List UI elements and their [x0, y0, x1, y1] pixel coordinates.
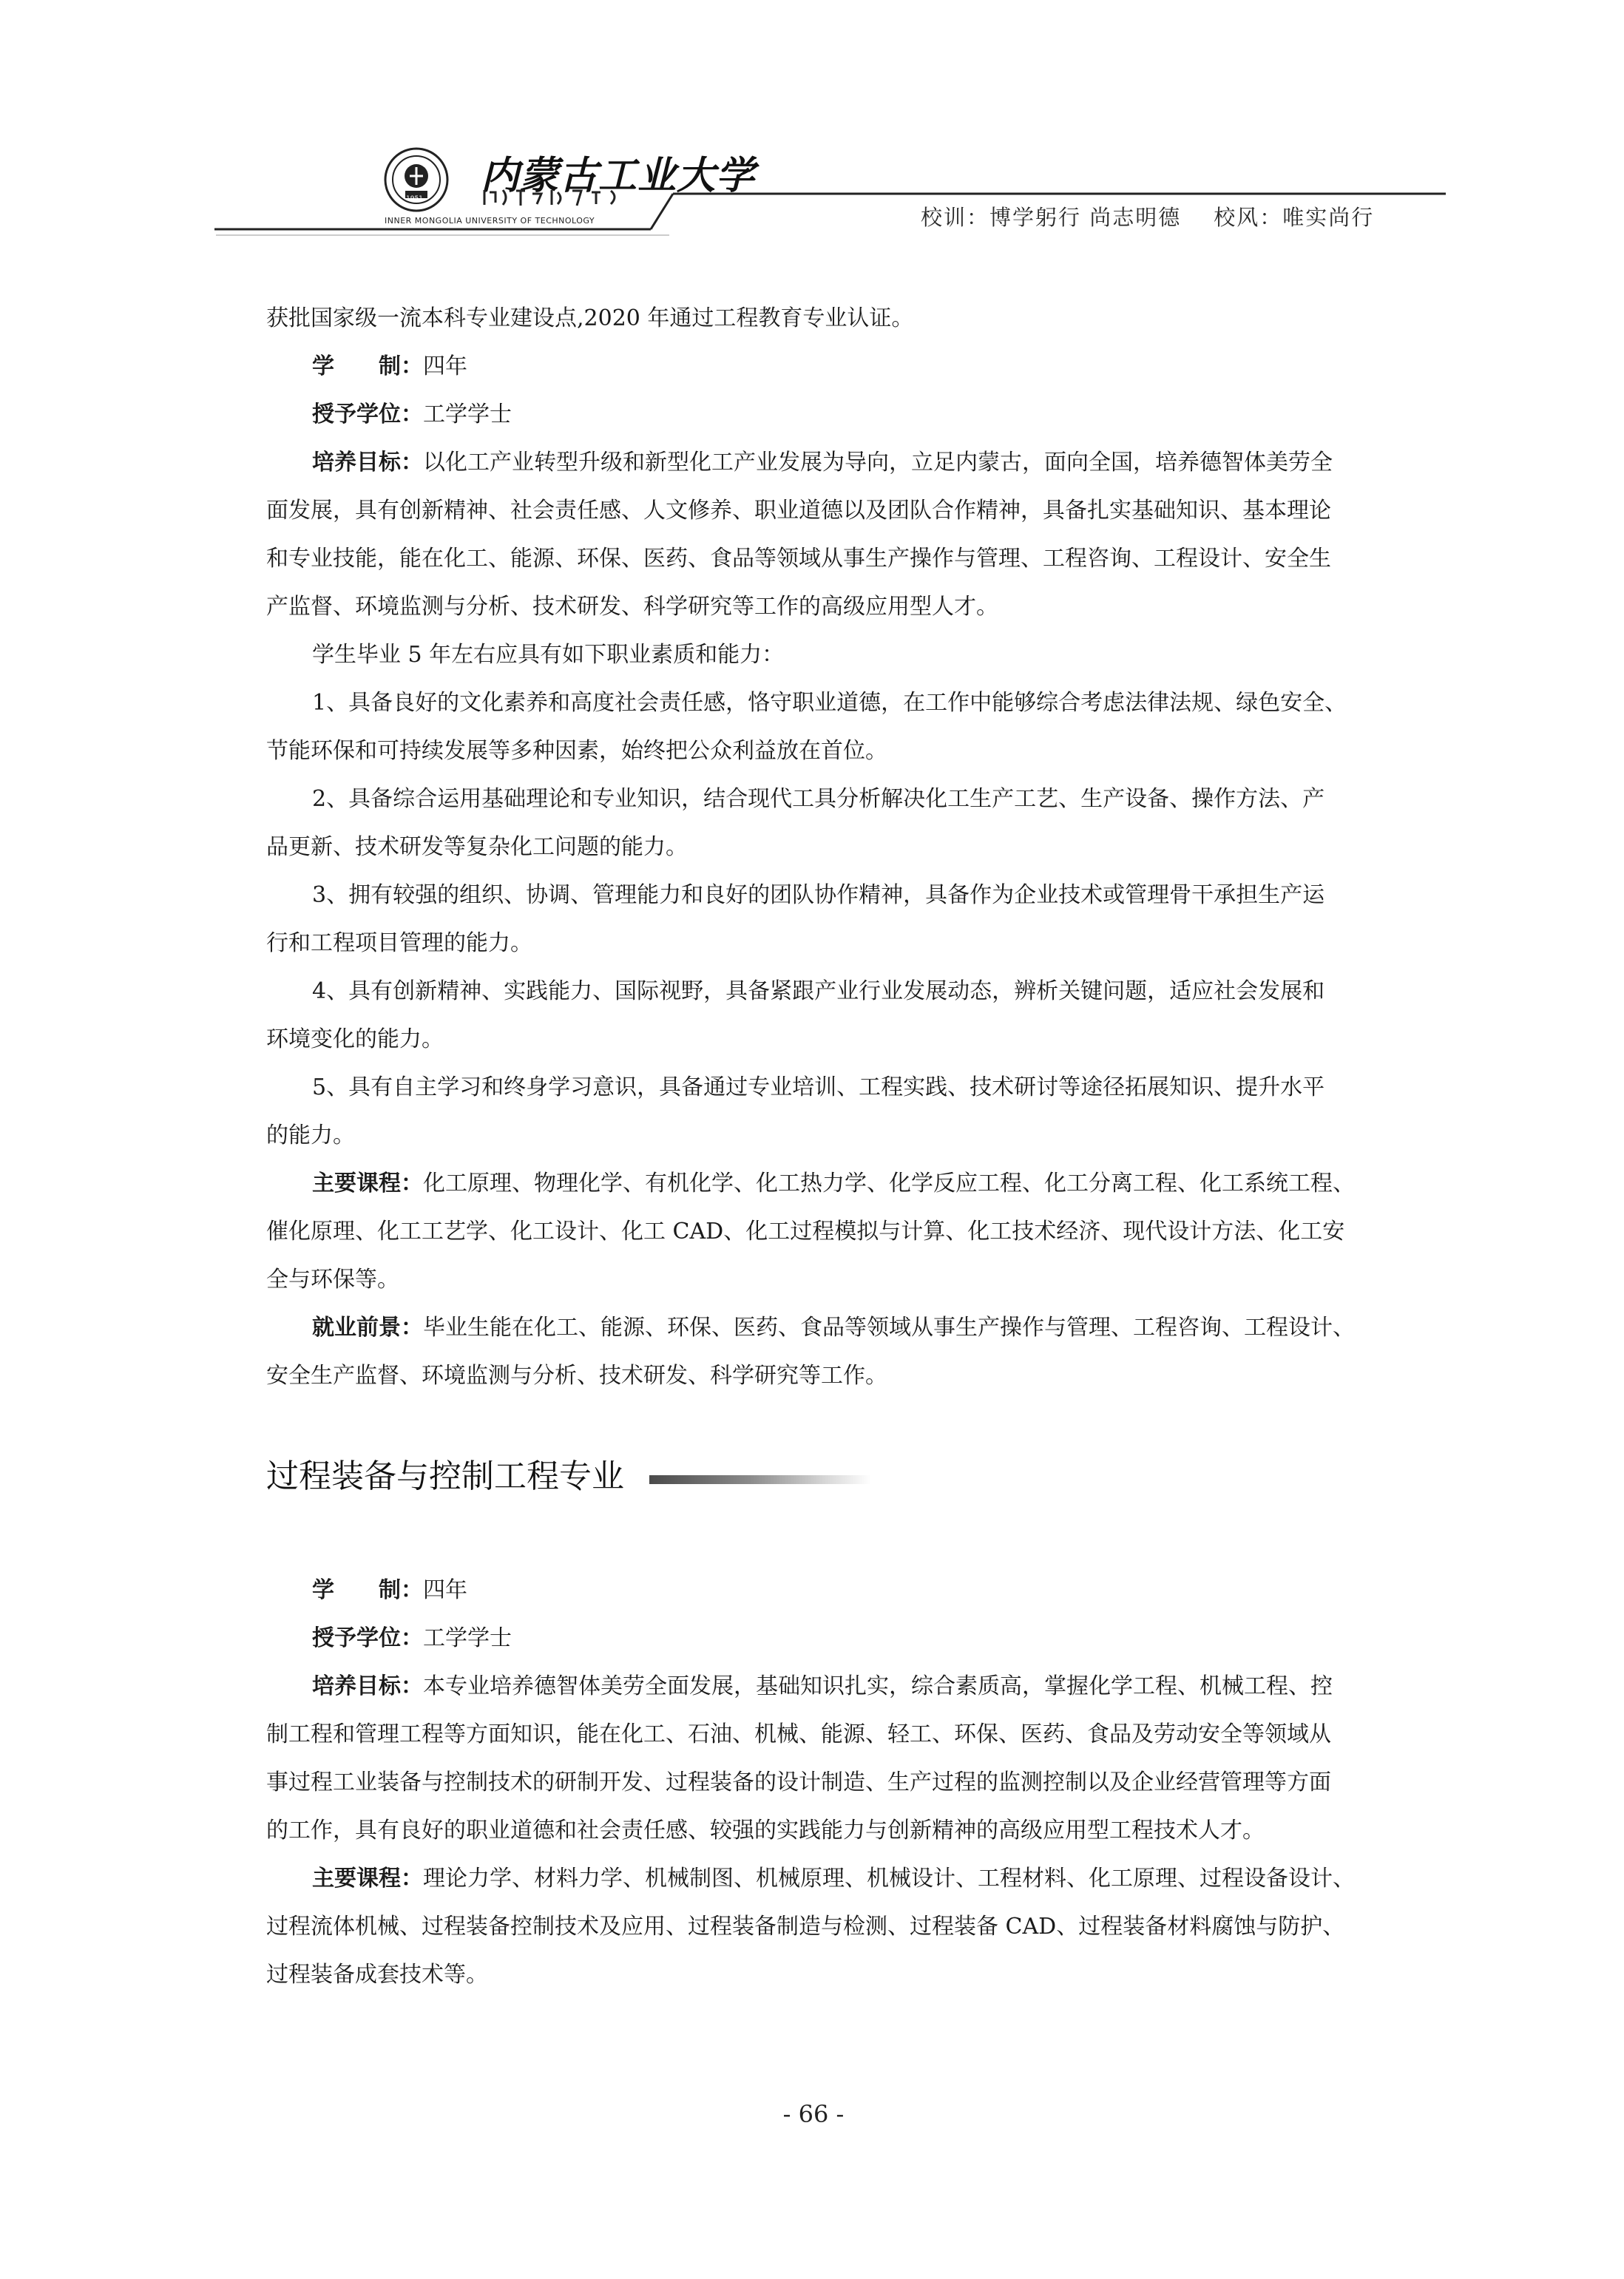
seal-year: 1951 — [406, 195, 423, 203]
duration-label: 学 制： — [312, 1577, 423, 1603]
goal-line: 产监督、环境监测与分析、技术研发、科学研究等工作的高级应用型人才。 — [266, 594, 998, 620]
ability-line: 1、具备良好的文化素养和高度社会责任感，恪守职业道德，在工作中能够综合考虑法律法规、绿色安全、 — [312, 690, 1347, 716]
ability-item — [266, 1063, 1390, 1159]
motto-style: 校风：唯实尚行 — [1214, 205, 1375, 230]
goal-line: 本专业培养德智体美劳全面发展，基础知识扎实，综合素质高，掌握化学工程、机械工程、控 — [423, 1673, 1333, 1699]
section-chemical-engineering — [266, 294, 1390, 1400]
courses-paragraph — [266, 1159, 1390, 1304]
section-title-bar — [649, 1475, 871, 1484]
courses-line: 理论力学、材料力学、机械制图、机械原理、机械设计、工程材料、化工原理、过程设备设计、 — [423, 1866, 1355, 1892]
courses-paragraph — [266, 1855, 1390, 1999]
goal-label: 培养目标： — [312, 1673, 423, 1699]
intro-tail: 获批国家级一流本科专业建设点,2020 年通过工程教育专业认证。 — [266, 305, 914, 331]
courses-label: 主要课程： — [312, 1171, 423, 1196]
degree-row — [266, 390, 1390, 438]
degree-label: 授予学位： — [312, 1625, 423, 1651]
degree-value: 工学学士 — [423, 1625, 512, 1651]
duration-row — [266, 342, 1390, 390]
courses-label: 主要课程： — [312, 1866, 423, 1892]
ability-line: 的能力。 — [266, 1122, 355, 1148]
ability-line: 4、具有创新精神、实践能力、国际视野，具备紧跟产业行业发展动态，辨析关键问题，适应社会发展和 — [312, 978, 1325, 1004]
goal-line: 和专业技能，能在化工、能源、环保、医药、食品等领域从事生产操作与管理、工程咨询、工程设计、安全生 — [266, 546, 1331, 572]
mongolian-script-logo — [481, 186, 629, 209]
ability-line: 品更新、技术研发等复杂化工问题的能力。 — [266, 834, 688, 860]
ability-item — [266, 775, 1390, 871]
degree-value: 工学学士 — [423, 402, 512, 427]
ability-item — [266, 967, 1390, 1063]
header-rule — [0, 0, 1624, 244]
duration-value: 四年 — [423, 1577, 467, 1603]
career-line: 安全生产监督、环境监测与分析、技术研发、科学研究等工作。 — [266, 1363, 887, 1389]
page-number: - 66 - — [782, 2100, 845, 2128]
duration-row — [266, 1566, 1390, 1614]
ability-line: 行和工程项目管理的能力。 — [266, 930, 532, 956]
duration-value: 四年 — [423, 353, 467, 379]
page-header — [0, 0, 1624, 244]
career-label: 就业前景： — [312, 1315, 423, 1341]
career-paragraph — [266, 1304, 1390, 1400]
university-name-cn: 内蒙古工业大学 — [481, 153, 756, 198]
ability-line: 5、具有自主学习和终身学习意识，具备通过专业培训、工程实践、技术研讨等途径拓展知识、提升水平 — [312, 1074, 1325, 1100]
goal-line: 制工程和管理工程等方面知识，能在化工、石油、机械、能源、轻工、环保、医药、食品及劳动安全等领域从 — [266, 1721, 1331, 1747]
section-title: 过程装备与控制工程专业 — [266, 1457, 624, 1495]
goal-label: 培养目标： — [312, 450, 423, 475]
degree-row — [266, 1614, 1390, 1662]
section-process-equipment — [266, 1566, 1390, 1999]
motto-school: 校训：博学躬行 尚志明德 — [921, 205, 1182, 230]
courses-line: 化工原理、物理化学、有机化学、化工热力学、化学反应工程、化工分离工程、化工系统工程、 — [423, 1171, 1355, 1196]
courses-line: 过程流体机械、过程装备控制技术及应用、过程装备制造与检测、过程装备 CAD、过程装备材料腐蚀与防护、 — [266, 1914, 1345, 1940]
graduate-intro: 学生毕业 5 年左右应具有如下职业素质和能力： — [312, 642, 785, 668]
ability-line: 环境变化的能力。 — [266, 1026, 444, 1052]
courses-line: 催化原理、化工工艺学、化工设计、化工 CAD、化工过程模拟与计算、化工技术经济、现代设计方法、化工安 — [266, 1219, 1345, 1245]
university-seal-icon — [383, 146, 450, 213]
ability-line: 节能环保和可持续发展等多种因素，始终把公众利益放在首位。 — [266, 738, 887, 764]
courses-line: 全与环保等。 — [266, 1267, 399, 1293]
goal-paragraph — [266, 438, 1390, 631]
ability-line: 2、具备综合运用基础理论和专业知识，结合现代工具分析解决化工生产工艺、生产设备、操作方法、产 — [312, 786, 1325, 812]
university-name-en: INNER MONGOLIA UNIVERSITY OF TECHNOLOGY — [385, 216, 595, 226]
duration-label: 学 制： — [312, 353, 423, 379]
ability-line: 3、拥有较强的组织、协调、管理能力和良好的团队协作精神，具备作为企业技术或管理骨干承担生产运 — [312, 882, 1325, 908]
goal-line: 以化工产业转型升级和新型化工产业发展为导向，立足内蒙古，面向全国，培养德智体美劳全 — [423, 450, 1333, 475]
goal-line: 的工作，具有良好的职业道德和社会责任感、较强的实践能力与创新精神的高级应用型工程技术人才。 — [266, 1818, 1265, 1843]
school-motto — [921, 201, 1374, 231]
ability-item — [266, 679, 1390, 775]
ability-item — [266, 871, 1390, 967]
degree-label: 授予学位： — [312, 402, 423, 427]
goal-paragraph — [266, 1662, 1390, 1855]
goal-line: 面发展，具有创新精神、社会责任感、人文修养、职业道德以及团队合作精神，具备扎实基础知识、基本理论 — [266, 498, 1331, 524]
career-line: 毕业生能在化工、能源、环保、医药、食品等领域从事生产操作与管理、工程咨询、工程设计、 — [423, 1315, 1355, 1341]
courses-line: 过程装备成套技术等。 — [266, 1962, 488, 1988]
goal-line: 事过程工业装备与控制技术的研制开发、过程装备的设计制造、生产过程的监测控制以及企业经营管理等方面 — [266, 1770, 1331, 1795]
